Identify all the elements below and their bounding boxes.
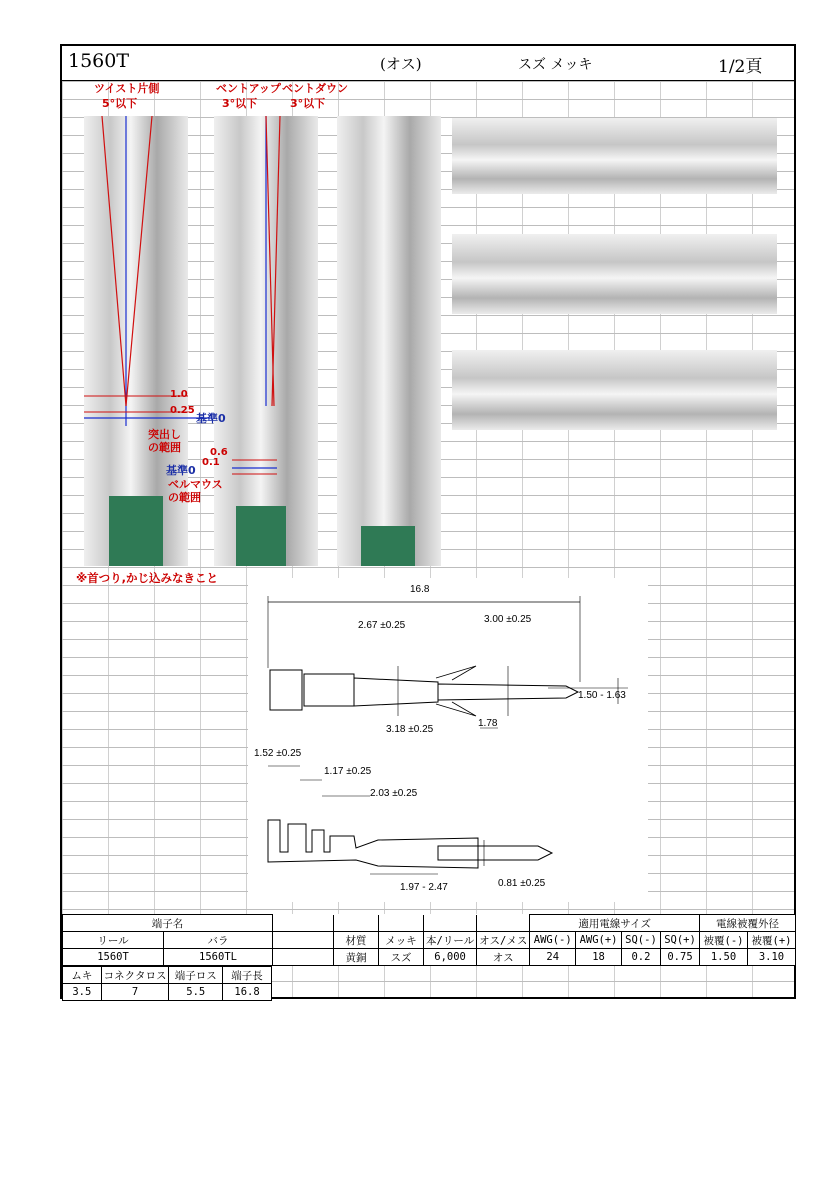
sq-min-value: 0.2 [621,949,660,966]
page-number: 1/2頁 [718,57,763,77]
material-header: 材質 [334,932,379,949]
twist-label: ツイスト片側 [94,82,160,95]
dim-3-18: 3.18 ±0.25 [386,724,434,735]
terminal-length-header: 端子長 [223,967,272,984]
bend-down-label: ベントダウン [282,82,348,95]
plating-header: メッキ [379,932,424,949]
dim-1-0: 1.0 [170,389,188,400]
awg-max-value: 18 [576,949,622,966]
spec-table [62,914,796,966]
drawing-top-view [248,578,648,754]
insulation-min-value: 1.50 [700,949,748,966]
material-value: 黄銅 [334,949,379,966]
wire-size-header: 適用電線サイズ [530,915,700,932]
photo-guide-lines [62,46,798,586]
dim-0-6: 0.6 [210,447,228,458]
insulation-max-header: 被覆(+) [748,932,796,949]
connector-loss-value: 7 [101,984,169,1001]
protrusion-range-label: 突出しの範囲 [148,428,181,454]
gender-header: オス/メス [477,932,530,949]
dim-overall-length: 16.8 [410,584,430,595]
caution-note: ※首つり,かじ込みなきこと [76,571,219,585]
dimension-table [62,966,272,1001]
sq-min-header: SQ(-) [621,932,660,949]
dim-1-17: 1.17 ±0.25 [324,766,372,777]
loose-header: バラ [164,932,273,949]
gender-value: オス [477,949,530,966]
drawing-side-view [248,740,648,902]
bend-up-label: ベントアップ [216,82,281,95]
sq-max-value: 0.75 [660,949,699,966]
awg-min-value: 24 [530,949,576,966]
gender-label: (オス) [380,55,422,73]
strip-header: ムキ [63,967,102,984]
sq-max-header: SQ(+) [660,932,699,949]
bellmouth-range-label: ベルマウスの範囲 [168,478,223,504]
reel-header: リール [63,932,164,949]
dim-0-25: 0.25 [170,405,195,416]
terminal-name-header: 端子名 [63,915,273,932]
insulation-max-value: 3.10 [748,949,796,966]
part-number: 1560T [68,50,130,72]
base-zero-label-a: 基準0 [196,412,226,425]
dim-1-78: 1.78 [478,718,498,729]
insulation-min-header: 被覆(-) [700,932,748,949]
reel-value: 1560T [63,949,164,966]
twist-limit: 5°以下 [102,97,138,110]
plating-value: スズ [379,949,424,966]
terminal-loss-value: 5.5 [169,984,223,1001]
dim-2-67: 2.67 ±0.25 [358,620,406,631]
per-reel-header: 本/リール [424,932,477,949]
per-reel-value: 6,000 [424,949,477,966]
dim-1-97-2-47: 1.97 - 2.47 [400,882,448,893]
strip-value: 3.5 [63,984,102,1001]
bend-down-limit: 3°以下 [290,97,326,110]
dim-1-52: 1.52 ±0.25 [254,748,302,759]
awg-max-header: AWG(+) [576,932,622,949]
awg-min-header: AWG(-) [530,932,576,949]
terminal-length-value: 16.8 [223,984,272,1001]
terminal-loss-header: 端子ロス [169,967,223,984]
dim-0-1: 0.1 [202,457,220,468]
dim-2-03: 2.03 ±0.25 [370,788,418,799]
insulation-header: 電線被覆外径 [700,915,796,932]
spec-sheet [60,44,796,999]
dim-3-00: 3.00 ±0.25 [484,614,532,625]
base-zero-label-b: 基準0 [166,464,196,477]
dim-1-50-1-63: 1.50 - 1.63 [578,690,626,701]
dim-0-81: 0.81 ±0.25 [498,878,546,889]
loose-value: 1560TL [164,949,273,966]
plating-label: スズ メッキ [518,57,593,73]
connector-loss-header: コネクタロス [101,967,169,984]
bend-up-limit: 3°以下 [222,97,258,110]
